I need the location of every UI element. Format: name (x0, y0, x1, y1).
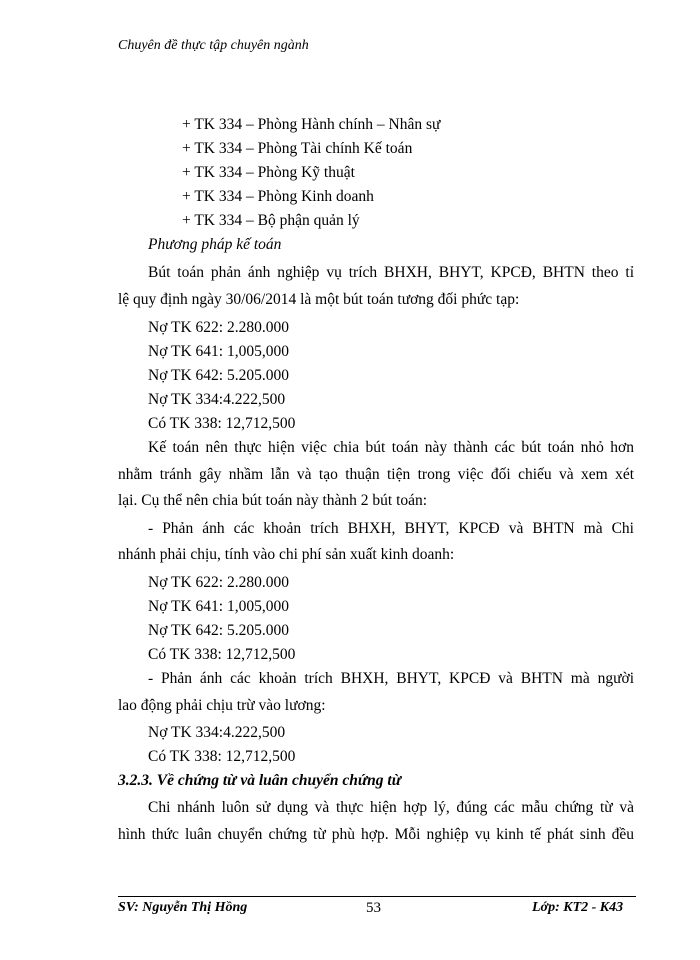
page-number: 53 (366, 900, 381, 916)
paragraph-line: hình thức luân chuyển chứng từ phù hợp. Mỗi nghiệp vụ kinh tế phát sinh đều (118, 826, 634, 843)
footer-class: Lớp: KT2 - K43 (532, 900, 624, 915)
journal-entry: Nợ TK 642: 5.205.000 (148, 622, 289, 639)
list-item: + TK 334 – Bộ phận quản lý (182, 212, 360, 229)
paragraph-line: Chi nhánh luôn sử dụng và thực hiện hợp lý, đúng các mẫu chứng từ và (148, 799, 634, 816)
journal-entry: Nợ TK 642: 5.205.000 (148, 367, 289, 384)
section-heading: 3.2.3. Về chứng từ và luân chuyển chứng từ (118, 772, 402, 789)
footer-student: SV: Nguyễn Thị Hồng (118, 900, 248, 915)
paragraph-line: - Phản ánh các khoản trích BHXH, BHYT, KPCĐ và BHTN mà Chi (148, 520, 634, 537)
list-item: + TK 334 – Phòng Hành chính – Nhân sự (182, 116, 441, 133)
journal-entry: Nợ TK 641: 1,005,000 (148, 343, 289, 360)
journal-entry: Nợ TK 334:4.222,500 (148, 724, 286, 741)
list-item: + TK 334 – Phòng Kỹ thuật (182, 164, 355, 181)
list-item: + TK 334 – Phòng Kinh doanh (182, 188, 374, 205)
paragraph-line: Kế toán nên thực hiện việc chia bút toán này thành các bút toán nhỏ hơn (148, 439, 634, 456)
paragraph-line: - Phản ánh các khoản trích BHXH, BHYT, KPCĐ và BHTN mà người (148, 670, 634, 687)
paragraph-line: nhánh phải chịu, tính vào chi phí sản xuất kinh doanh: (118, 546, 455, 563)
paragraph-line: lao động phải chịu trừ vào lương: (118, 697, 326, 714)
journal-entry: Nợ TK 622: 2.280.000 (148, 319, 289, 336)
paragraph-line: lệ quy định ngày 30/06/2014 là một bút toán tương đối phức tạp: (118, 291, 520, 308)
journal-entry: Nợ TK 622: 2.280.000 (148, 574, 289, 591)
journal-entry: Nợ TK 641: 1,005,000 (148, 598, 289, 615)
footer-divider (118, 896, 636, 897)
journal-entry: Có TK 338: 12,712,500 (148, 748, 296, 765)
method-title: Phương pháp kế toán (148, 236, 282, 253)
document-header: Chuyên đề thực tập chuyên ngành (118, 38, 309, 53)
paragraph-line: Bút toán phản ánh nghiệp vụ trích BHXH, BHYT, KPCĐ, BHTN theo tỉ (148, 264, 634, 281)
journal-entry: Nợ TK 334:4.222,500 (148, 391, 286, 408)
paragraph-line: nhằm tránh gây nhầm lẫn và tạo thuận tiện trong việc đối chiếu và xem xét (118, 466, 634, 483)
journal-entry: Có TK 338: 12,712,500 (148, 415, 296, 432)
paragraph-line: lại. Cụ thể nên chia bút toán này thành 2 bút toán: (118, 492, 428, 509)
list-item: + TK 334 – Phòng Tài chính Kế toán (182, 140, 413, 157)
journal-entry: Có TK 338: 12,712,500 (148, 646, 296, 663)
